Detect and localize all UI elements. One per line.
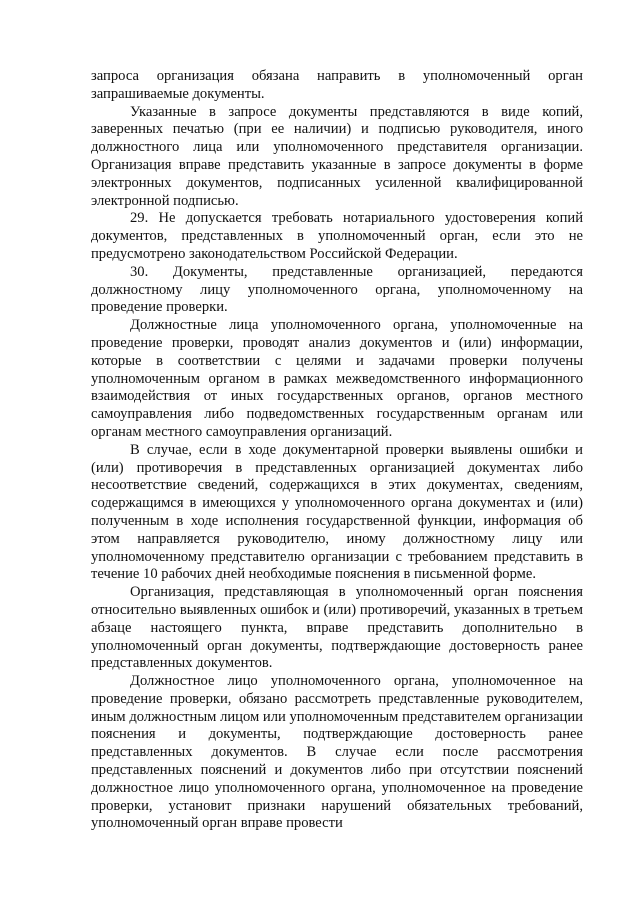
- paragraph-document-analysis: Должностные лица уполномоченного органа, уполномоченные на проведение проверки, проводят анализ документов и (или) информации, которые в соответствии с целями и задачами проверки получены уполномоченным органом в рамках межведомственного информационного взаимодействия от иных государственных органов, органов местного самоуправления либо подведомственных государственным органам или органам местного самоуправления организаций.: [91, 317, 583, 440]
- paragraph-item-30: 30. Документы, представленные организацией, передаются должностному лицу уполномоченного органа, уполномоченному на проведение проверки.: [91, 263, 583, 316]
- paragraph-explanations: Организация, представляющая в уполномоченный орган пояснения относительно выявленных ошибок и (или) противоречий, указанных в третьем абзаце настоящего пункта, вправе представить дополнительно в уполномоченный орган документы, подтверждающие достоверность ранее представленных документов.: [91, 584, 583, 672]
- paragraph-errors-found: В случае, если в ходе документарной проверки выявлены ошибки и (или) противоречия в представленных организацией документах либо несоответствие сведений, содержащихся в этих документах, сведениям, содержащимся в имеющихся у уполномоченного органа документах и (или) полученным в ходе исполнения государственной функции, информация об этом направляется руководителю, иному должностному лицу или уполномоченному представителю организации с требованием представить в течение 10 рабочих дней необходимые пояснения в письменной форме.: [91, 441, 583, 583]
- paragraph-copies-certification: Указанные в запросе документы представляются в виде копий, заверенных печатью (при ее наличии) и подписью руководителя, иного должностного лица или уполномоченного представителя организации. Организация вправе представить указанные в запросе документы в форме электронных документов, подписанных усиленной квалифицированной электронной подписью.: [91, 103, 583, 209]
- paragraph-review-explanations: Должностное лицо уполномоченного органа, уполномоченное на проведение проверки, обязано рассмотреть представленные руководителем, иным должностным лицом или уполномоченным представителем организации пояснения и документы, подтверждающие достоверность ранее представленных документов. В случае если после рассмотрения представленных пояснений и документов либо при отсутствии пояснений должностное лицо уполномоченного органа, уполномоченное на проведение проверки, установит признаки нарушений обязательных требований, уполномоченный орган вправе провести: [91, 673, 583, 832]
- paragraph-item-29: 29. Не допускается требовать нотариального удостоверения копий документов, представленных в уполномоченный орган, если это не предусмотрено законодательством Российской Федерации.: [91, 210, 583, 262]
- document-page: [91, 68, 583, 833]
- paragraph-continuation: запроса организация обязана направить в уполномоченный орган запрашиваемые документы.: [91, 68, 583, 102]
